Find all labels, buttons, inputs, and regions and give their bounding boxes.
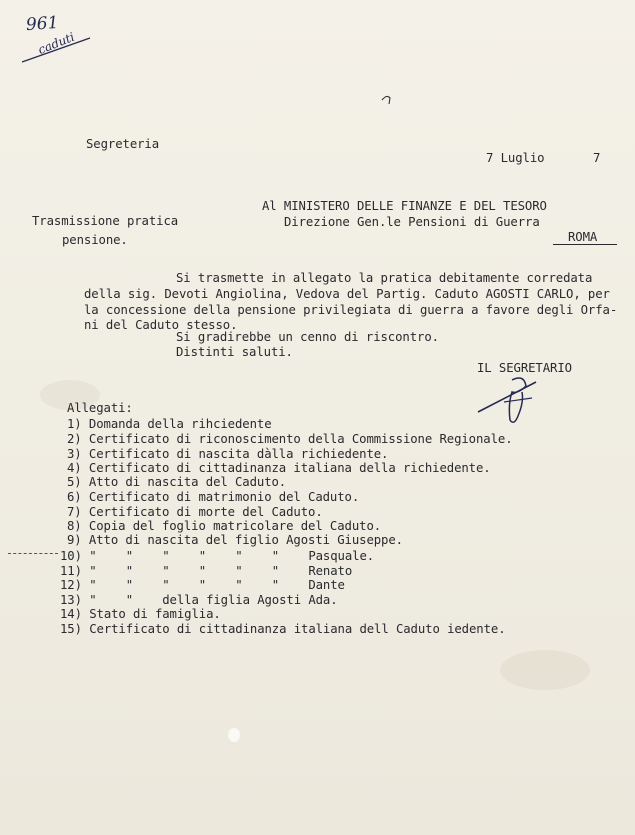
recipient-line-2: Direzione Gen.le Pensioni di Guerra — [284, 215, 540, 229]
letter-date: 7 Luglio — [486, 151, 545, 165]
body-line-6: Distinti saluti. — [176, 345, 293, 359]
recipient-line-1: Al MINISTERO DELLE FINANZE E DEL TESORO — [262, 199, 547, 213]
attachment-item: 11) " " " " " " Renato — [60, 564, 353, 578]
attachment-item: 15) Certificato di cittadinanza italiana dell Caduto iedente. — [60, 622, 506, 636]
attachment-item: 14) Stato di famiglia. — [60, 607, 221, 621]
recipient-city: ROMA — [568, 230, 598, 244]
paper-hole — [228, 728, 240, 742]
subject-line-2: pensione. — [62, 233, 128, 247]
attachment-item: 9) Atto di nascita del figlio Agosti Giuseppe. — [67, 533, 403, 547]
attachment-item: 4) Certificato di cittadinanza italiana della richiedente. — [67, 461, 491, 475]
attachment-item: 1) Domanda della rihciedente — [67, 417, 272, 431]
attachment-item: 2) Certificato di riconoscimento della Commissione Regionale. — [67, 432, 513, 446]
body-line-5: Si gradirebbe un cenno di riscontro. — [176, 330, 439, 344]
letter-year: 7 — [593, 151, 601, 165]
attachment-item: 12) " " " " " " Dante — [60, 578, 345, 592]
attachment-item: 8) Copia del foglio matricolare del Caduto. — [67, 519, 382, 533]
handwritten-number: 961 — [25, 12, 60, 36]
city-underline — [553, 244, 617, 245]
department-label: Segreteria — [86, 137, 160, 151]
handwritten-note: caduti — [36, 29, 77, 57]
paper-stain — [500, 650, 590, 690]
subject-line-1: Trasmissione pratica — [32, 214, 179, 228]
attachments-heading: Allegati: — [67, 401, 133, 415]
handwritten-signature — [474, 372, 554, 432]
attachment-item: 6) Certificato di matrimonio del Caduto. — [67, 490, 360, 504]
attachment-item: 5) Atto di nascita del Caduto. — [67, 475, 287, 489]
attachment-item: 13) " " della figlia Agosti Ada. — [60, 593, 338, 607]
attachment-item: 7) Certificato di morte del Caduto. — [67, 505, 323, 519]
attachment-item: 10) " " " " " " Pasquale. — [60, 549, 375, 563]
signature-title: IL SEGRETARIO — [477, 361, 572, 375]
margin-dash — [8, 553, 58, 554]
body-line-4: ni del Caduto stesso. — [84, 318, 238, 332]
attachment-item: 3) Certificato di nascita dàlla richiedente. — [67, 447, 389, 461]
ink-mark — [380, 92, 396, 106]
body-line-1: Si trasmette in allegato la pratica debitamente corredata — [176, 271, 593, 285]
body-line-3: la concessione della pensione privilegiata di guerra a favore degli Orfa- — [84, 303, 618, 317]
body-line-2: della sig. Devoti Angiolina, Vedova del Partig. Caduto AGOSTI CARLO, per — [84, 287, 610, 301]
